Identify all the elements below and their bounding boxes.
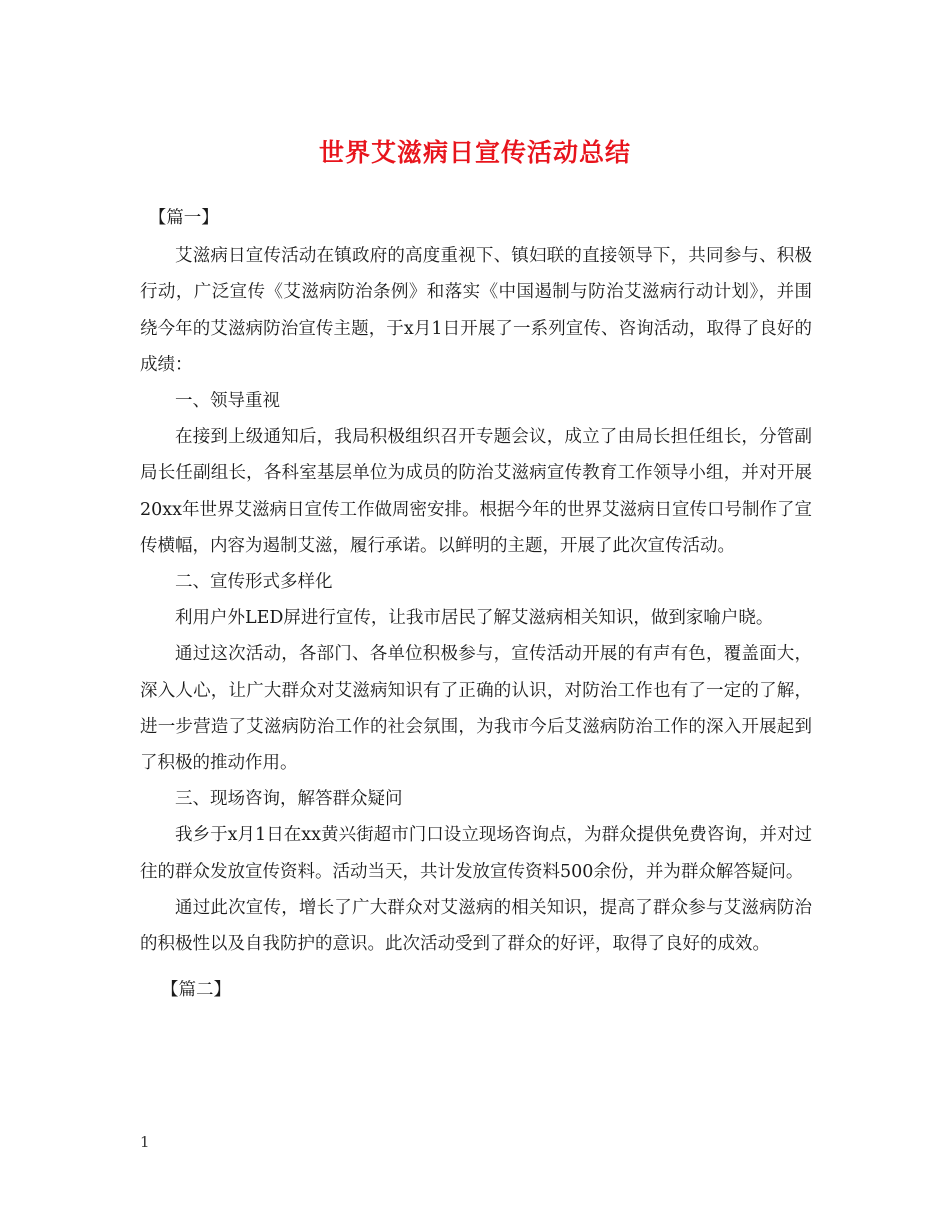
paragraph-consultation: 我乡于x月1日在xx黄兴街超市门口设立现场咨询点，为群众提供免费咨询，并对过往的群众发放宣传资料。活动当天，共计发放宣传资料500余份，并为群众解答疑问。: [140, 825, 812, 882]
page-number: 1: [140, 1133, 150, 1151]
document-body: [140, 200, 812, 1008]
part-one-label: 【篇一】: [148, 208, 219, 228]
paragraph-conclusion: 通过此次宣传，增长了广大群众对艾滋病的相关知识，提高了群众参与艾滋病防治的积极性以及自我防护的意识。此次活动受到了群众的好评，取得了良好的成效。: [140, 897, 812, 955]
part-two-label: 【篇二】: [161, 980, 231, 1001]
section-heading-consultation: 三、现场咨询，解答群众疑问: [175, 789, 403, 810]
section-heading-leadership: 一、领导重视: [175, 391, 280, 412]
paragraph-activity-effect: 通过这次活动，各部门、各单位积极参与，宣传活动开展的有声有色，覆盖面大，深入人心，让广大群众对艾滋病知识有了正确的认识，对防治工作也有了一定的了解，进一步营造了艾滋病防治工作的社会氛围，为我市今后艾滋病防治工作的深入开展起到了积极的推动作用。: [140, 644, 812, 774]
paragraph-intro: 艾滋病日宣传活动在镇政府的高度重视下、镇妇联的直接领导下，共同参与、积极行动，广泛宣传《艾滋病防治条例》和落实《中国遏制与防治艾滋病行动计划》，并围绕今年的艾滋病防治宣传主题，于x月1日开展了一系列宣传、咨询活动，取得了良好的成绩：: [140, 246, 812, 375]
section-heading-diversified: 二、宣传形式多样化: [175, 572, 333, 593]
paragraph-led-screen: 利用户外LED屏进行宣传，让我市居民了解艾滋病相关知识，做到家喻户晓。: [175, 608, 774, 629]
document-title: 世界艾滋病日宣传活动总结: [318, 138, 631, 167]
paragraph-leadership: 在接到上级通知后，我局积极组织召开专题会议，成立了由局长担任组长，分管副局长任副组长，各科室基层单位为成员的防治艾滋病宣传教育工作领导小组，并对开展20xx年世界艾滋病日宣传工作做周密安排。根据今年的世界艾滋病日宣传口号制作了宣传横幅，内容为遏制艾滋，履行承诺。以鲜明的主题，开展了此次宣传活动。: [140, 427, 813, 556]
